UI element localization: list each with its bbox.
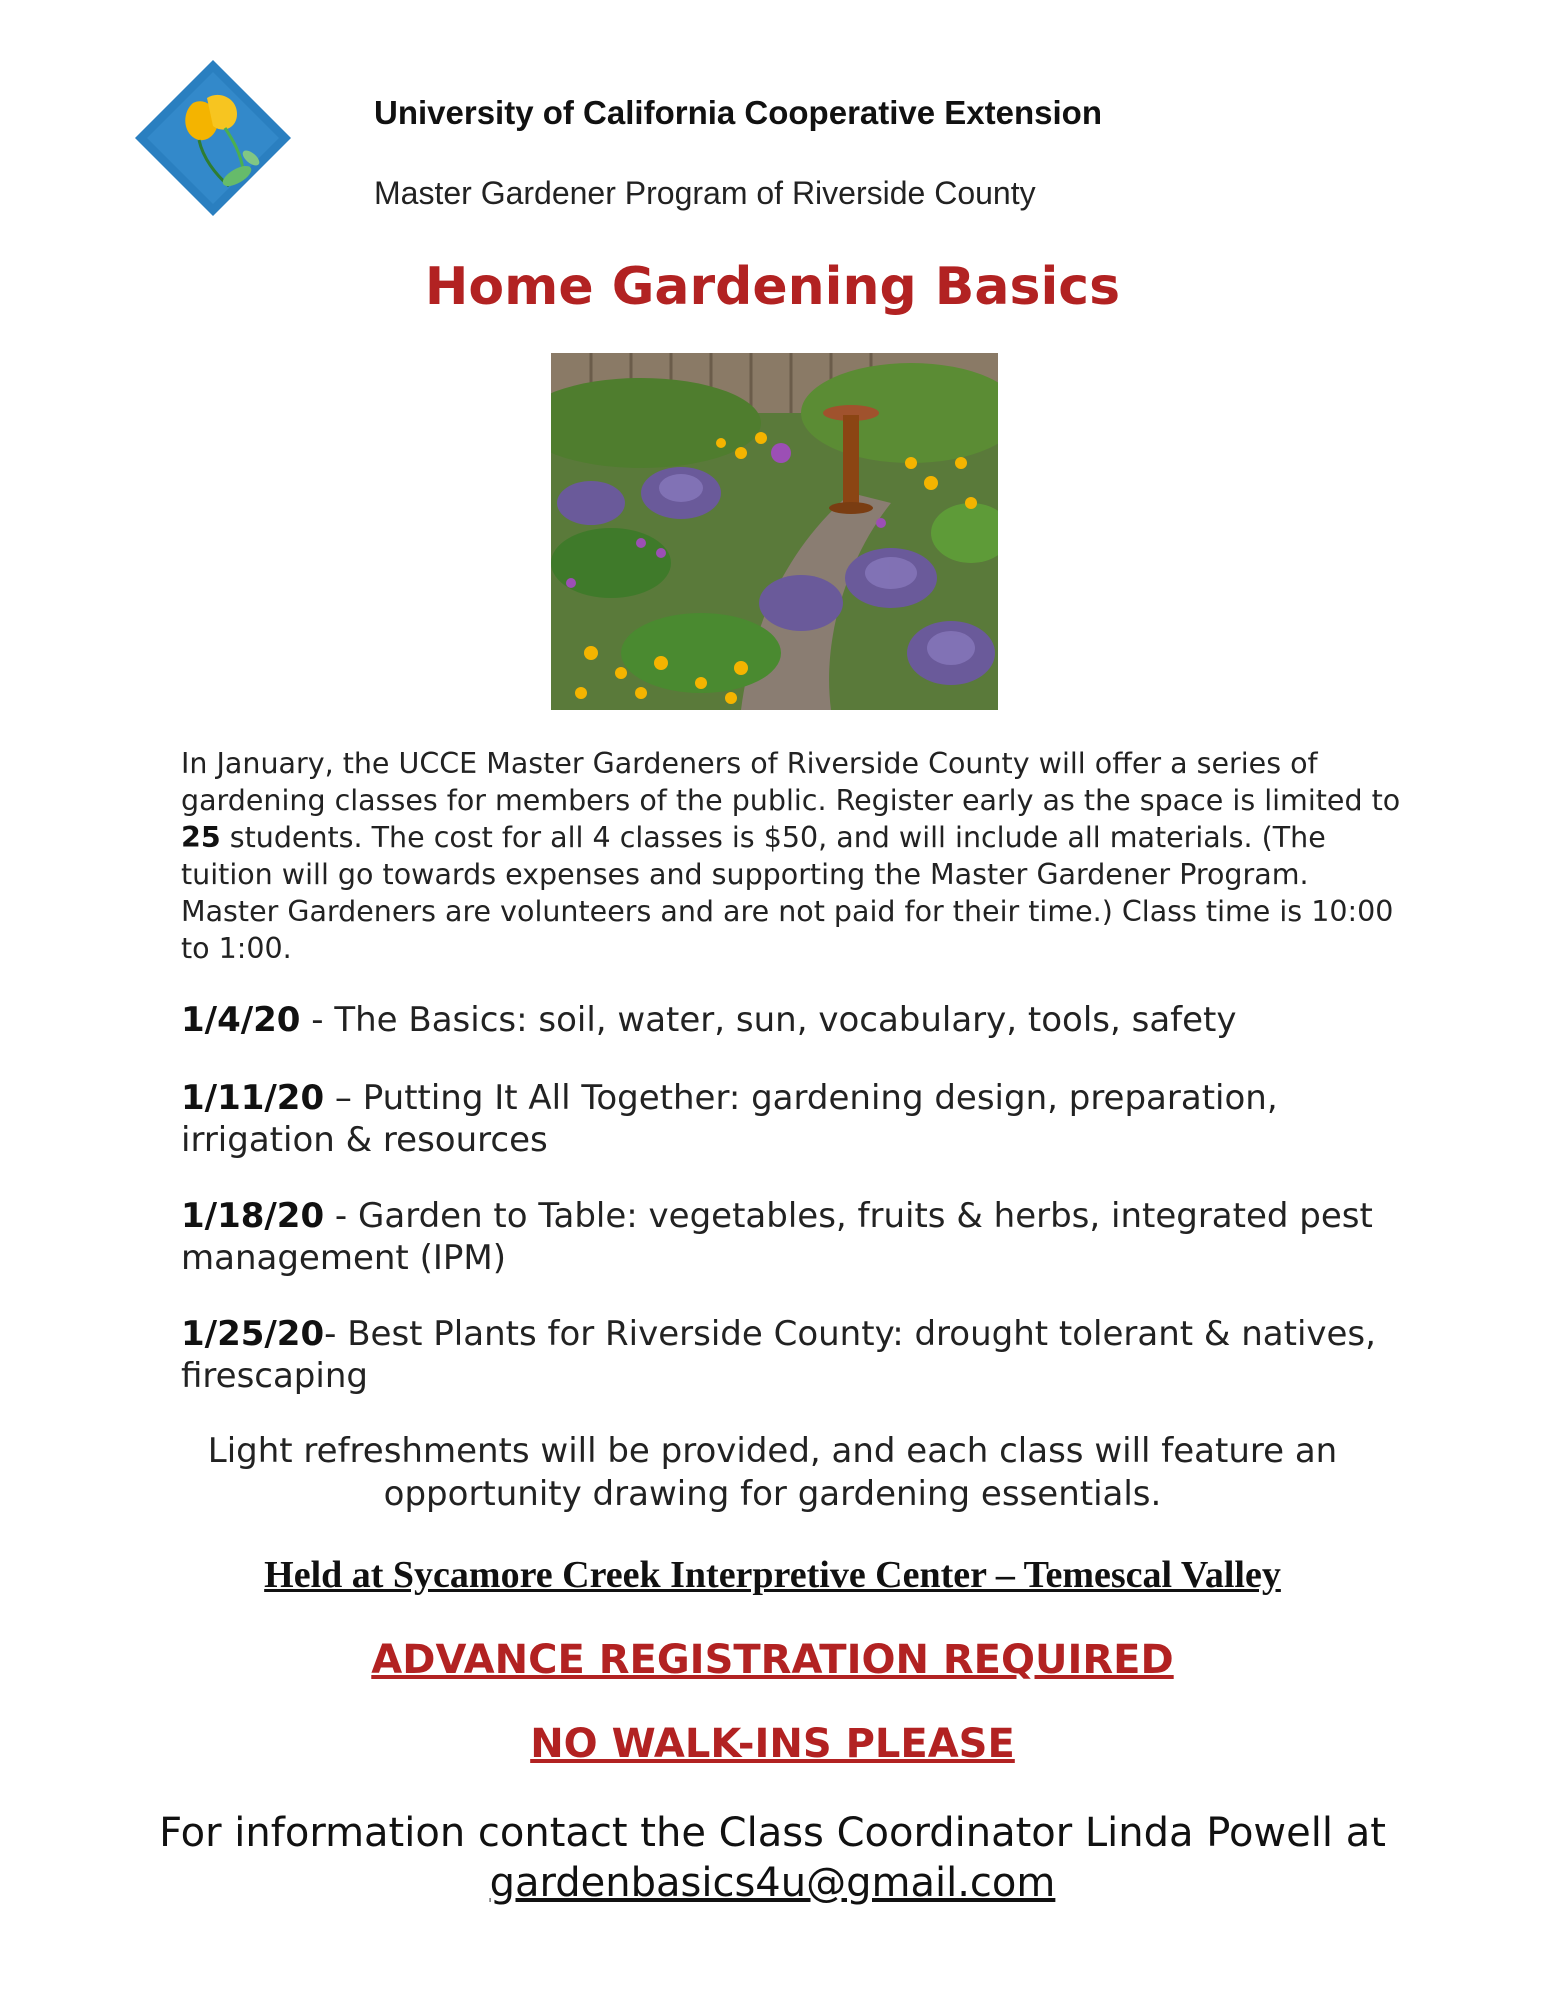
intro-text-2: students. The cost for all 4 classes is $50, and will include all materials. (The tuition will go towards expenses and supporting the Master Gardener Program. Master Gardeners are volunteers and are not paid for their time.) Class time is 10:00 to 1:00. [181, 821, 1394, 965]
refreshments-note: Light refreshments will be provided, and each class will feature an opportunity drawing for gardening essentials. [207, 1431, 1338, 1514]
location-heading: Held at Sycamore Creek Interpretive Center – Temescal Valley [264, 1554, 1281, 1596]
session-description: - Best Plants for Riverside County: drought tolerant & natives, firescaping [181, 1314, 1376, 1396]
session-date: 1/11/20 [181, 1078, 325, 1118]
session-description: - Garden to Table: vegetables, fruits & herbs, integrated pest management (IPM) [181, 1196, 1373, 1278]
session-item [181, 1195, 1411, 1279]
garden-photo [551, 353, 998, 710]
session-date: 1/18/20 [181, 1196, 325, 1236]
session-description: - The Basics: soil, water, sun, vocabulary, tools, safety [300, 1000, 1237, 1040]
contact-info [150, 1808, 1395, 1908]
session-item [181, 999, 1411, 1041]
page-title: Home Gardening Basics [424, 257, 1121, 317]
walk-in-notice: NO WALK-INS PLEASE [530, 1721, 1015, 1767]
session-date: 1/25/20 [181, 1314, 325, 1354]
registration-notice: ADVANCE REGISTRATION REQUIRED [371, 1637, 1174, 1683]
session-item [181, 1077, 1411, 1161]
session-item [181, 1313, 1411, 1397]
intro-text-1: In January, the UCCE Master Gardeners of Riverside County will offer a series of gardening classes for members of the public. Register early as the space is limited to [181, 747, 1401, 817]
program-name: Master Gardener Program of Riverside County [374, 175, 1036, 211]
class-size-limit: 25 [181, 821, 221, 854]
session-description: – Putting It All Together: gardening design, preparation, irrigation & resources [181, 1078, 1278, 1160]
contact-email-link[interactable]: gardenbasics4u@gmail.com [489, 1860, 1056, 1906]
organization-name: University of California Cooperative Extension [374, 94, 1102, 131]
uc-logo [133, 58, 293, 218]
session-date: 1/4/20 [181, 1000, 301, 1040]
intro-paragraph [181, 745, 1401, 967]
poppy-logo-icon [133, 58, 293, 218]
contact-text: For information contact the Class Coordinator Linda Powell at [159, 1810, 1386, 1856]
